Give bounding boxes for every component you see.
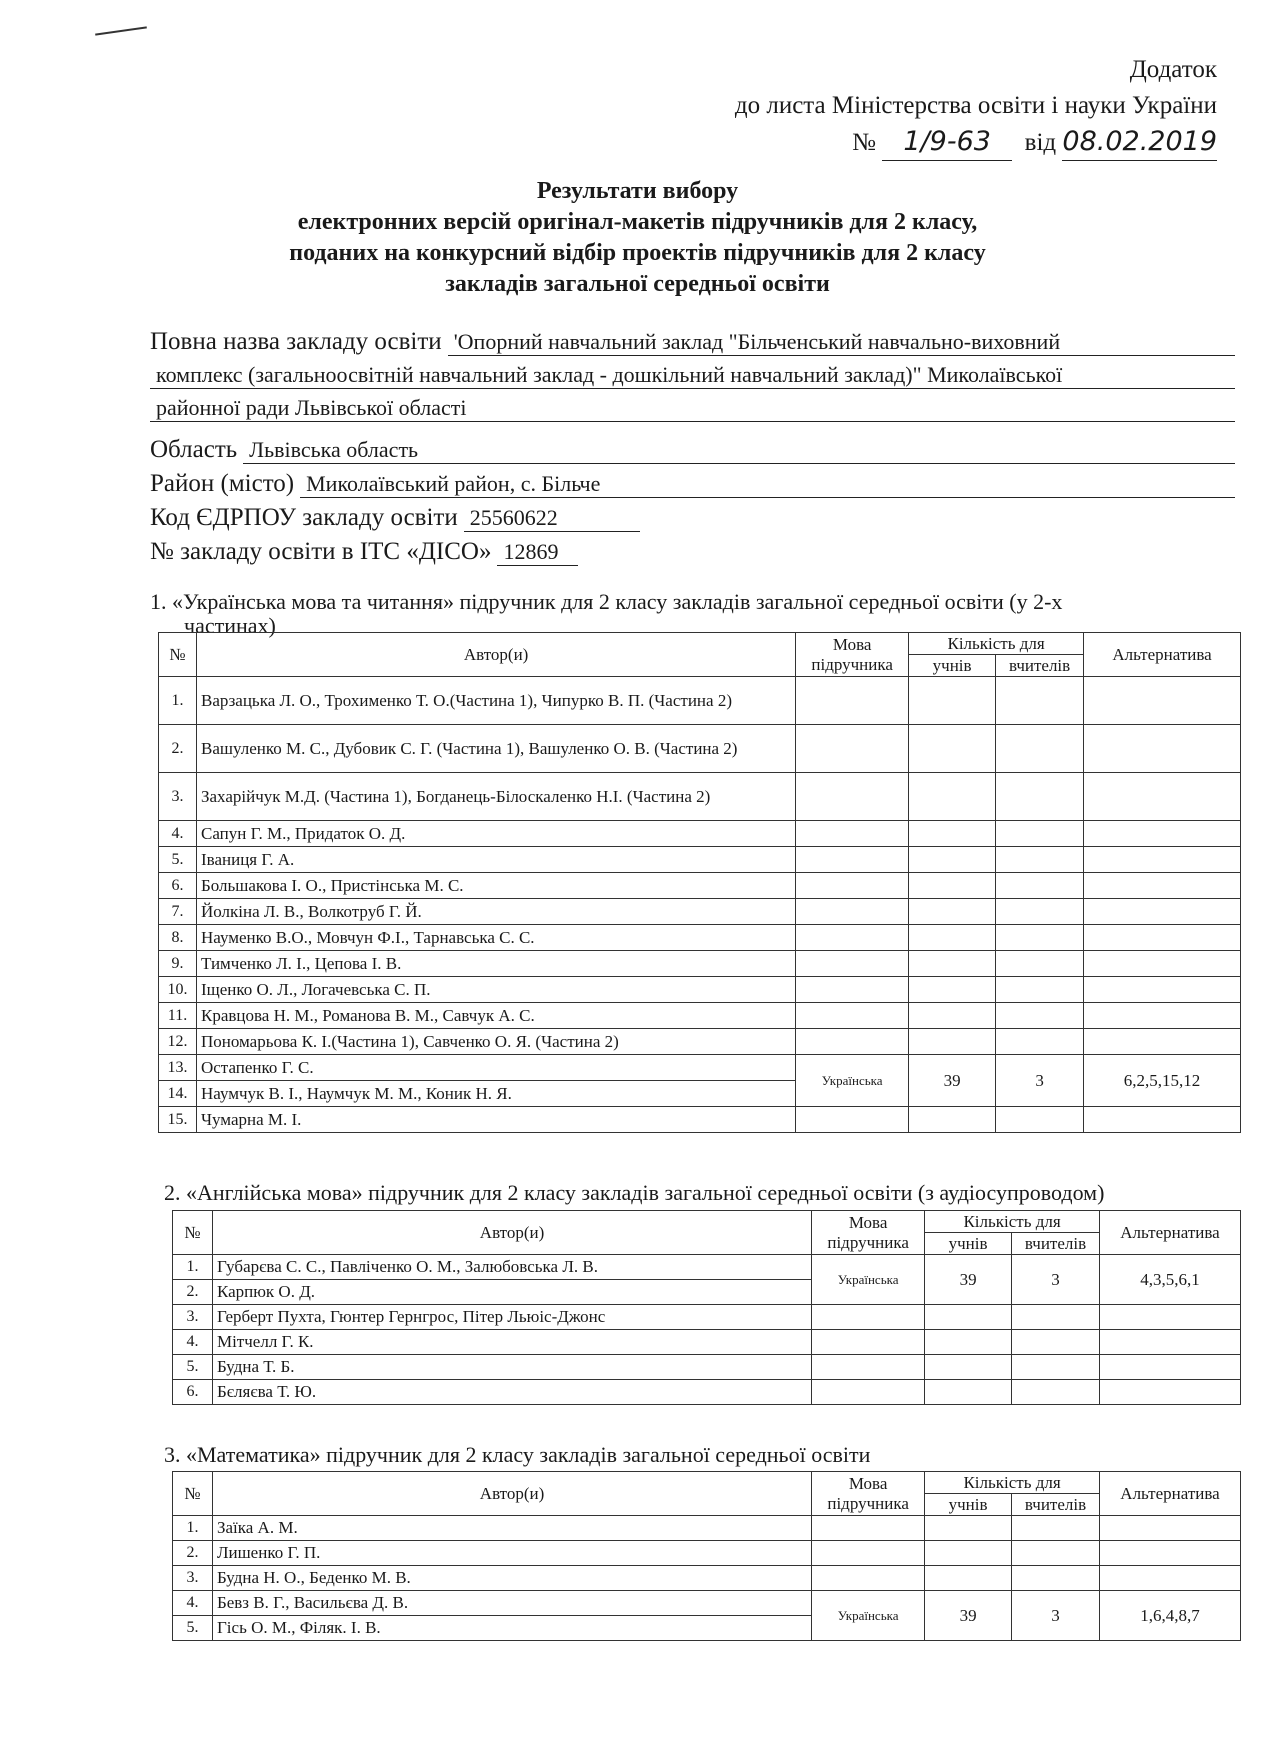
row-author: Будна Т. Б. — [212, 1355, 811, 1380]
edrpou-label: Код ЄДРПОУ закладу освіти — [150, 504, 458, 531]
empty-cell — [925, 1355, 1012, 1380]
empty-cell — [1100, 1330, 1241, 1355]
table-row — [173, 1330, 1241, 1355]
header-qty: Кількість для — [925, 1211, 1100, 1233]
empty-cell — [1012, 1566, 1100, 1591]
district-field — [150, 470, 1235, 498]
empty-cell — [996, 1029, 1084, 1055]
header-lang: Мова підручника — [812, 1211, 925, 1255]
section-1-title: 1. «Українська мова та читання» підручник для 2 класу закладів загальної середньої освіти (у 2-х частинах) — [150, 589, 1063, 638]
empty-cell — [996, 873, 1084, 899]
empty-cell — [1084, 725, 1241, 773]
header-teachers: вчителів — [1012, 1494, 1100, 1516]
empty-cell — [1100, 1355, 1241, 1380]
empty-cell — [909, 925, 996, 951]
row-author: Наумчук В. І., Наумчук М. М., Коник Н. Я. — [196, 1081, 795, 1107]
empty-cell — [1100, 1566, 1241, 1591]
addendum-number-line — [735, 124, 1217, 161]
row-author: Большакова І. О., Пристінська М. С. — [196, 873, 795, 899]
choice-students: 39 — [925, 1591, 1012, 1641]
row-author: Пономарьова К. І.(Частина 1), Савченко О. Я. (Частина 2) — [196, 1029, 795, 1055]
section-2-rows — [173, 1255, 1241, 1405]
empty-cell — [1084, 951, 1241, 977]
section-2-table — [172, 1210, 1241, 1405]
empty-cell — [909, 677, 996, 725]
header-author: Автор(и) — [212, 1472, 811, 1516]
empty-cell — [996, 1003, 1084, 1029]
document-title — [0, 176, 1275, 300]
number-prefix: № — [852, 129, 876, 156]
choice-teachers: 3 — [1012, 1255, 1100, 1305]
row-author: Варзацька Л. О., Трохименко Т. О.(Частина 1), Чипурко В. П. (Частина 2) — [196, 677, 795, 725]
choice-language: Українська — [796, 1055, 909, 1107]
empty-cell — [1012, 1541, 1100, 1566]
choice-teachers: 3 — [996, 1055, 1084, 1107]
empty-cell — [796, 1003, 909, 1029]
header-qty: Кількість для — [925, 1472, 1100, 1494]
header-author: Автор(и) — [212, 1211, 811, 1255]
row-number: 12. — [159, 1029, 197, 1055]
empty-cell — [909, 899, 996, 925]
row-number: 5. — [173, 1355, 213, 1380]
row-number: 10. — [159, 977, 197, 1003]
row-number: 15. — [159, 1107, 197, 1133]
row-author: Іваниця Г. А. — [196, 847, 795, 873]
row-author: Кравцова Н. М., Романова В. М., Савчук А. С. — [196, 1003, 795, 1029]
empty-cell — [1084, 899, 1241, 925]
empty-cell — [996, 773, 1084, 821]
empty-cell — [1084, 1029, 1241, 1055]
row-author: Карпюк О. Д. — [212, 1280, 811, 1305]
empty-cell — [909, 977, 996, 1003]
empty-cell — [1084, 873, 1241, 899]
row-number: 4. — [159, 821, 197, 847]
empty-cell — [996, 677, 1084, 725]
table-row — [159, 977, 1241, 1003]
row-number: 2. — [159, 725, 197, 773]
row-author: Остапенко Г. С. — [196, 1055, 795, 1081]
header-students: учнів — [925, 1494, 1012, 1516]
edrpou-value: 25560622 — [464, 505, 640, 532]
region-label: Область — [150, 436, 238, 463]
empty-cell — [925, 1516, 1012, 1541]
header-lang: Мова підручника — [796, 633, 909, 677]
empty-cell — [909, 847, 996, 873]
empty-cell — [796, 951, 909, 977]
table-row — [159, 821, 1241, 847]
row-number: 1. — [173, 1255, 213, 1280]
empty-cell — [1100, 1541, 1241, 1566]
row-author: Чумарна М. І. — [196, 1107, 795, 1133]
row-number: 6. — [159, 873, 197, 899]
header-num: № — [173, 1472, 213, 1516]
row-number: 8. — [159, 925, 197, 951]
choice-students: 39 — [925, 1255, 1012, 1305]
table-row — [173, 1541, 1241, 1566]
empty-cell — [1084, 1003, 1241, 1029]
table-row — [173, 1566, 1241, 1591]
empty-cell — [925, 1305, 1012, 1330]
empty-cell — [996, 925, 1084, 951]
empty-cell — [812, 1380, 925, 1405]
table-row — [159, 1029, 1241, 1055]
empty-cell — [812, 1516, 925, 1541]
row-author: Губарєва С. С., Павліченко О. М., Залюбовська Л. В. — [212, 1255, 811, 1280]
empty-cell — [796, 773, 909, 821]
choice-alternative: 1,6,4,8,7 — [1100, 1591, 1241, 1641]
region-field — [150, 436, 1235, 464]
empty-cell — [925, 1566, 1012, 1591]
empty-cell — [909, 725, 996, 773]
empty-cell — [1012, 1330, 1100, 1355]
section-1-table — [158, 632, 1241, 1133]
row-author: Бевз В. Г., Васильєва Д. В. — [212, 1591, 811, 1616]
section-1-rows — [159, 677, 1241, 1133]
table-row — [159, 847, 1241, 873]
row-author: Мітчелл Г. К. — [212, 1330, 811, 1355]
full-name-line-2: комплекс (загальноосвітній навчальний заклад - дошкільний навчальний заклад)" Миколаївської — [150, 362, 1235, 389]
choice-alternative: 6,2,5,15,12 — [1084, 1055, 1241, 1107]
empty-cell — [812, 1305, 925, 1330]
header-teachers: вчителів — [996, 655, 1084, 677]
table-row — [159, 1107, 1241, 1133]
empty-cell — [812, 1566, 925, 1591]
table-row — [173, 1380, 1241, 1405]
section-3-title: 3. «Математика» підручник для 2 класу закладів загальної середньої освіти — [164, 1442, 871, 1467]
table-row — [159, 951, 1241, 977]
row-number: 4. — [173, 1330, 213, 1355]
empty-cell — [812, 1355, 925, 1380]
table-row — [173, 1355, 1241, 1380]
empty-cell — [1084, 847, 1241, 873]
empty-cell — [996, 899, 1084, 925]
choice-students: 39 — [909, 1055, 996, 1107]
itc-field — [150, 538, 1235, 566]
table-row — [159, 899, 1241, 925]
table-row — [159, 925, 1241, 951]
row-number: 7. — [159, 899, 197, 925]
stray-pen-mark — [95, 26, 147, 35]
empty-cell — [796, 1029, 909, 1055]
row-author: Герберт Пухта, Гюнтер Гернгрос, Пітер Льюіс-Джонс — [212, 1305, 811, 1330]
row-author: Захарійчук М.Д. (Частина 1), Богданець-Білоскаленко Н.І. (Частина 2) — [196, 773, 795, 821]
row-number: 3. — [173, 1305, 213, 1330]
table-row — [159, 1055, 1241, 1081]
full-name-line-3: районної ради Львівської області — [150, 395, 1235, 422]
empty-cell — [1100, 1380, 1241, 1405]
empty-cell — [909, 1003, 996, 1029]
row-author: Науменко В.О., Мовчун Ф.І., Тарнавська С. С. — [196, 925, 795, 951]
empty-cell — [1084, 773, 1241, 821]
table-row — [173, 1516, 1241, 1541]
empty-cell — [925, 1541, 1012, 1566]
empty-cell — [996, 821, 1084, 847]
header-students: учнів — [909, 655, 996, 677]
row-number: 5. — [159, 847, 197, 873]
header-num: № — [173, 1211, 213, 1255]
empty-cell — [796, 821, 909, 847]
row-number: 4. — [173, 1591, 213, 1616]
header-alt: Альтернатива — [1084, 633, 1241, 677]
empty-cell — [1012, 1305, 1100, 1330]
row-number: 2. — [173, 1541, 213, 1566]
letter-date: 08.02.2019 — [1062, 124, 1217, 161]
row-number: 3. — [159, 773, 197, 821]
empty-cell — [812, 1330, 925, 1355]
empty-cell — [909, 873, 996, 899]
row-number: 11. — [159, 1003, 197, 1029]
row-number: 5. — [173, 1616, 213, 1641]
empty-cell — [996, 1107, 1084, 1133]
empty-cell — [909, 1029, 996, 1055]
header-alt: Альтернатива — [1100, 1211, 1241, 1255]
row-author: Бєляєва Т. Ю. — [212, 1380, 811, 1405]
header-alt: Альтернатива — [1100, 1472, 1241, 1516]
row-author: Гісь О. М., Філяк. І. В. — [212, 1616, 811, 1641]
empty-cell — [996, 951, 1084, 977]
empty-cell — [925, 1380, 1012, 1405]
row-author: Вашуленко М. С., Дубовик С. Г. (Частина 1), Вашуленко О. В. (Частина 2) — [196, 725, 795, 773]
choice-teachers: 3 — [1012, 1591, 1100, 1641]
row-number: 13. — [159, 1055, 197, 1081]
empty-cell — [1084, 1107, 1241, 1133]
empty-cell — [996, 725, 1084, 773]
empty-cell — [796, 847, 909, 873]
table-row — [159, 1003, 1241, 1029]
section-2-title: 2. «Англійська мова» підручник для 2 класу закладів загальної середньої освіти (з аудіосупроводом) — [164, 1180, 1105, 1205]
addendum-letter-ref: до листа Міністерства освіти і науки України — [734, 92, 1217, 119]
header-author: Автор(и) — [196, 633, 795, 677]
row-number: 1. — [159, 677, 197, 725]
addendum-title: Додаток — [1129, 56, 1217, 83]
title-line-2: електронних версій оригінал-макетів підручників для 2 класу, — [297, 209, 978, 235]
itc-value: 12869 — [497, 539, 578, 566]
table-row — [173, 1591, 1241, 1616]
table-row — [159, 677, 1241, 725]
district-label: Район (місто) — [150, 470, 295, 497]
table-row — [173, 1255, 1241, 1280]
title-line-3: поданих на конкурсний відбір проектів підручників для 2 класу — [289, 240, 986, 266]
table-row — [159, 725, 1241, 773]
region-value: Львівська область — [243, 437, 1235, 464]
empty-cell — [796, 899, 909, 925]
choice-language: Українська — [812, 1255, 925, 1305]
empty-cell — [796, 677, 909, 725]
empty-cell — [909, 773, 996, 821]
date-prefix: від — [1024, 129, 1057, 156]
empty-cell — [996, 977, 1084, 1003]
table-row — [159, 773, 1241, 821]
empty-cell — [1084, 977, 1241, 1003]
school-full-name-field — [150, 328, 1235, 422]
itc-label: № закладу освіти в ІТС «ДІСО» — [150, 538, 492, 565]
row-number: 6. — [173, 1380, 213, 1405]
empty-cell — [996, 847, 1084, 873]
header-qty: Кількість для — [909, 633, 1084, 655]
section-3-rows — [173, 1516, 1241, 1641]
empty-cell — [1084, 821, 1241, 847]
header-teachers: вчителів — [1012, 1233, 1100, 1255]
full-name-label: Повна назва закладу освіти — [150, 328, 442, 355]
header-lang: Мова підручника — [812, 1472, 925, 1516]
title-line-4: закладів загальної середньої освіти — [445, 271, 830, 297]
table-row — [173, 1305, 1241, 1330]
empty-cell — [796, 925, 909, 951]
choice-alternative: 4,3,5,6,1 — [1100, 1255, 1241, 1305]
empty-cell — [909, 1107, 996, 1133]
empty-cell — [925, 1330, 1012, 1355]
empty-cell — [796, 1107, 909, 1133]
row-number: 1. — [173, 1516, 213, 1541]
row-author: Сапун Г. М., Придаток О. Д. — [196, 821, 795, 847]
empty-cell — [812, 1541, 925, 1566]
row-number: 3. — [173, 1566, 213, 1591]
empty-cell — [796, 873, 909, 899]
row-author: Заїка А. М. — [212, 1516, 811, 1541]
row-number: 14. — [159, 1081, 197, 1107]
header-students: учнів — [925, 1233, 1012, 1255]
empty-cell — [1100, 1305, 1241, 1330]
empty-cell — [909, 821, 996, 847]
title-line-1: Результати вибору — [536, 178, 739, 204]
empty-cell — [909, 951, 996, 977]
empty-cell — [1084, 677, 1241, 725]
district-value: Миколаївський район, с. Більче — [300, 471, 1235, 498]
empty-cell — [1084, 925, 1241, 951]
edrpou-field — [150, 504, 1235, 532]
row-number: 9. — [159, 951, 197, 977]
empty-cell — [796, 725, 909, 773]
row-author: Будна Н. О., Беденко М. В. — [212, 1566, 811, 1591]
choice-language: Українська — [812, 1591, 925, 1641]
letter-number: 1/9-63 — [882, 124, 1012, 161]
empty-cell — [1012, 1380, 1100, 1405]
addendum-block — [735, 52, 1217, 161]
header-num: № — [159, 633, 197, 677]
row-number: 2. — [173, 1280, 213, 1305]
row-author: Йолкіна Л. В., Волкотруб Г. Й. — [196, 899, 795, 925]
table-row — [159, 873, 1241, 899]
row-author: Лишенко Г. П. — [212, 1541, 811, 1566]
empty-cell — [1012, 1355, 1100, 1380]
row-author: Іщенко О. Л., Логачевська С. П. — [196, 977, 795, 1003]
empty-cell — [1012, 1516, 1100, 1541]
section-3-table — [172, 1471, 1241, 1641]
empty-cell — [796, 977, 909, 1003]
row-author: Тимченко Л. І., Цепова І. В. — [196, 951, 795, 977]
full-name-line-1: 'Опорний навчальний заклад "Більченський навчально-виховний — [448, 329, 1235, 356]
empty-cell — [1100, 1516, 1241, 1541]
